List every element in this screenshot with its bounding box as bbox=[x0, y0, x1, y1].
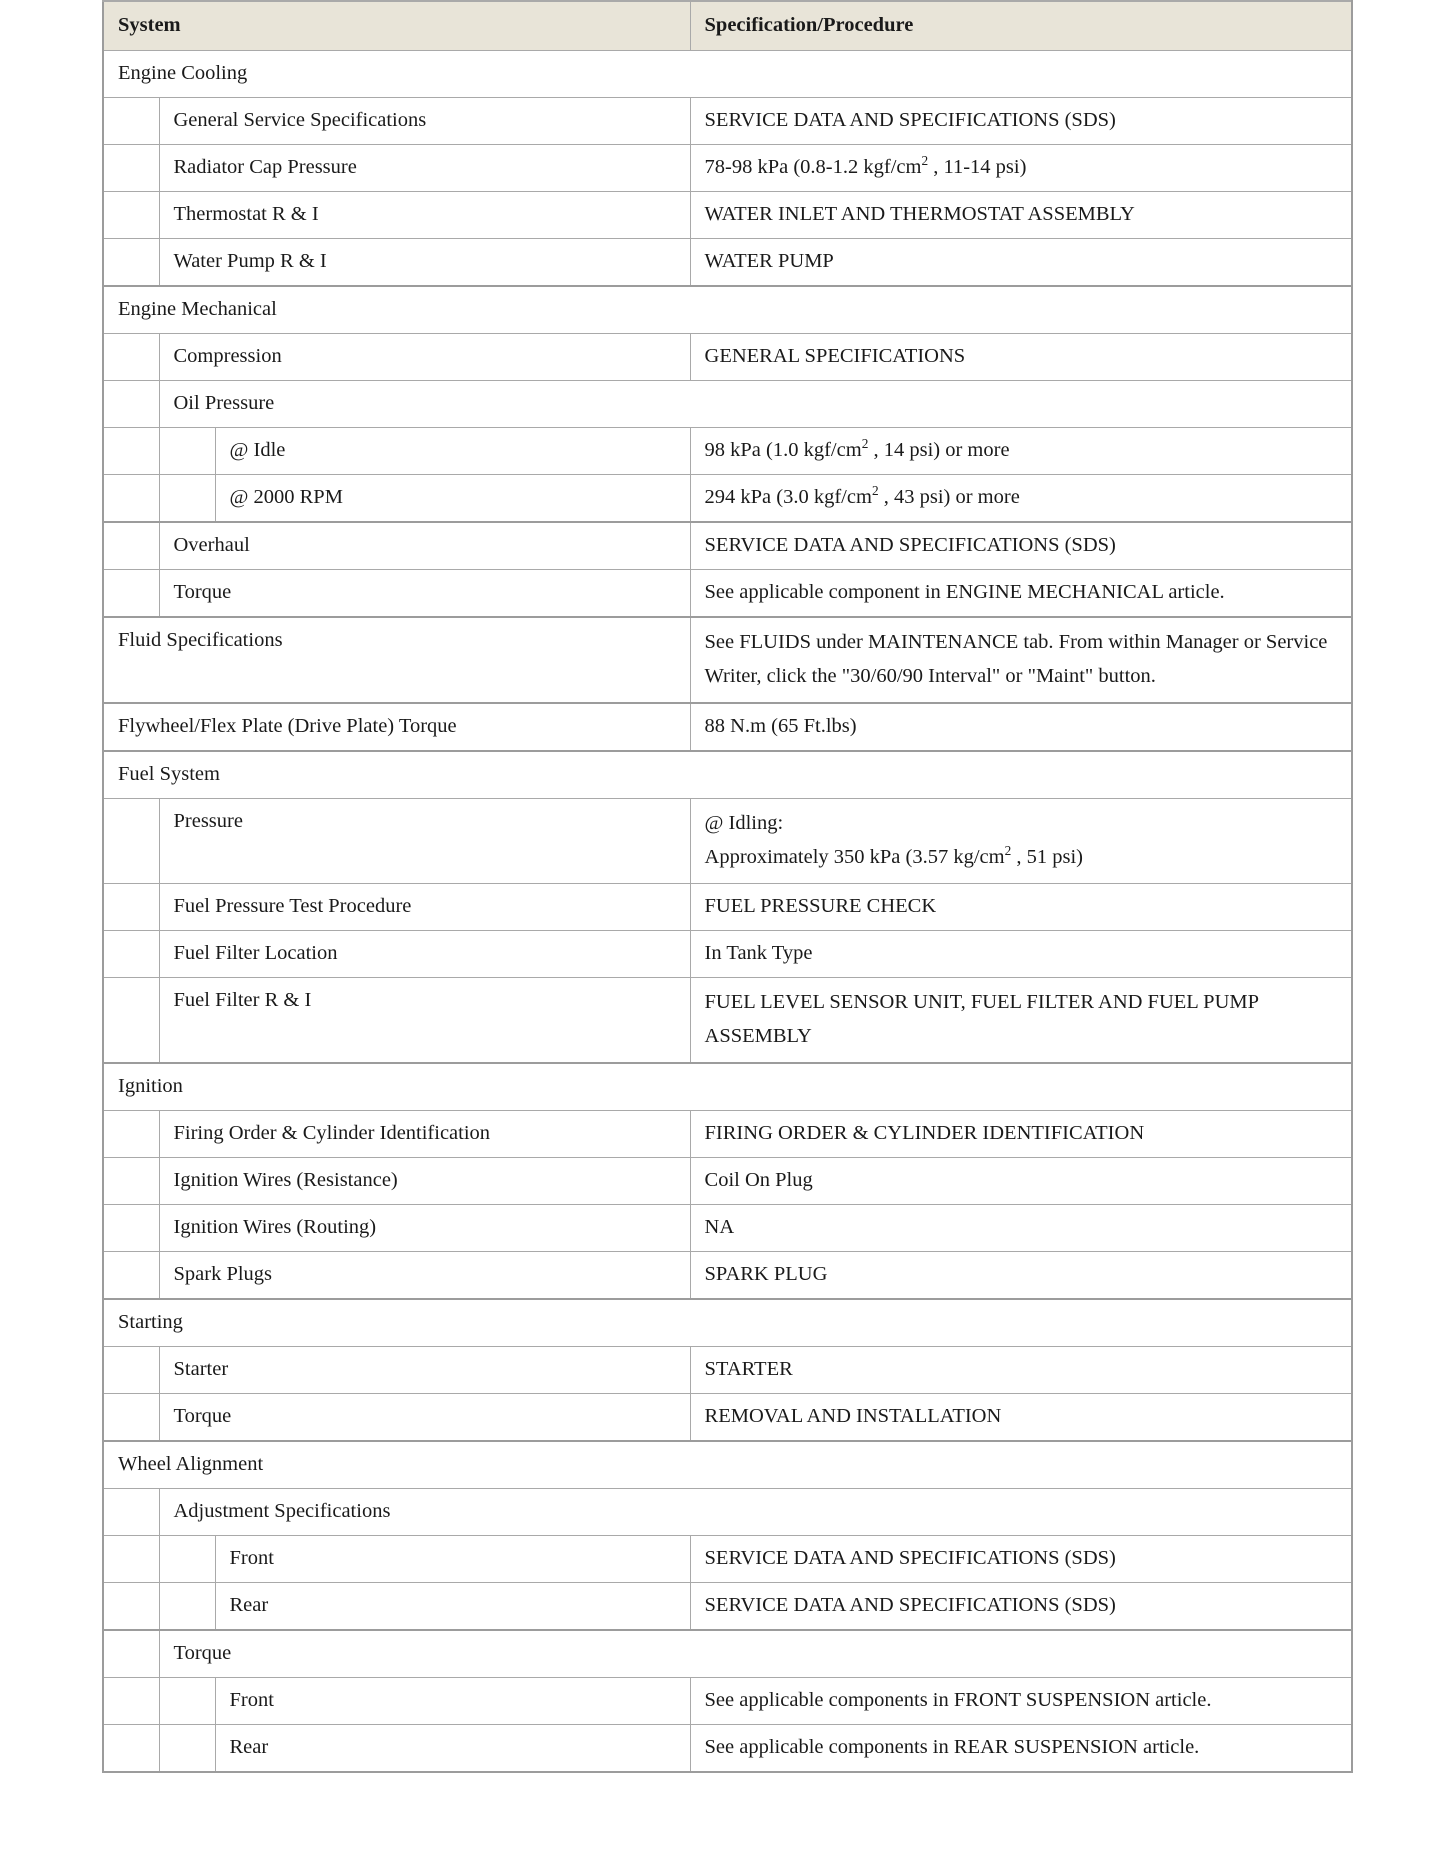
row-label: Overhaul bbox=[159, 522, 690, 570]
row-value bbox=[690, 334, 1352, 381]
row-value bbox=[690, 1347, 1352, 1394]
row-value bbox=[690, 570, 1352, 618]
table-row bbox=[103, 1630, 1352, 1678]
row-value bbox=[690, 703, 1352, 751]
table-row bbox=[103, 1205, 1352, 1252]
indent-cell bbox=[103, 334, 159, 381]
table-row bbox=[103, 51, 1352, 98]
superscript: 2 bbox=[921, 153, 929, 169]
value-text bbox=[705, 841, 1338, 875]
table-row bbox=[103, 1063, 1352, 1111]
indent-cell bbox=[103, 1630, 159, 1678]
table-row bbox=[103, 1725, 1352, 1773]
value-main: 98 kPa (1.0 kgf/cm bbox=[704, 439, 862, 462]
row-label: @ 2000 RPM bbox=[215, 475, 690, 523]
indent-cell bbox=[103, 1205, 159, 1252]
value-text bbox=[705, 481, 1338, 515]
table-row bbox=[103, 1536, 1352, 1583]
row-label: Oil Pressure bbox=[159, 381, 1352, 428]
row-value bbox=[690, 145, 1352, 192]
header-spec: Specification/Procedure bbox=[690, 1, 1352, 51]
row-label: Fuel Filter R & I bbox=[159, 978, 690, 1064]
row-label: Ignition Wires (Routing) bbox=[159, 1205, 690, 1252]
value-suffix: , 43 psi) or more bbox=[878, 486, 1020, 509]
spec-table bbox=[102, 0, 1353, 1773]
value-text bbox=[705, 1258, 1338, 1292]
indent-cell bbox=[103, 978, 159, 1064]
row-value bbox=[690, 1205, 1352, 1252]
value-text bbox=[705, 151, 1338, 185]
row-label: Torque bbox=[159, 570, 690, 618]
row-value bbox=[690, 192, 1352, 239]
value-main: 78-98 kPa (0.8-1.2 kgf/cm bbox=[704, 156, 922, 179]
value-text bbox=[705, 340, 1338, 374]
indent-cell bbox=[103, 1489, 159, 1536]
value-text bbox=[705, 434, 1338, 468]
row-value bbox=[690, 1252, 1352, 1300]
row-value bbox=[690, 1678, 1352, 1725]
table-row bbox=[103, 1394, 1352, 1442]
value-text bbox=[705, 986, 1338, 1054]
value-main: Coil On Plug bbox=[704, 1169, 813, 1192]
table-row bbox=[103, 334, 1352, 381]
table-row bbox=[103, 145, 1352, 192]
table-row bbox=[103, 1441, 1352, 1489]
row-label: Torque bbox=[159, 1630, 1352, 1678]
value-text bbox=[705, 1117, 1338, 1151]
row-label: @ Idle bbox=[215, 428, 690, 475]
row-label: Spark Plugs bbox=[159, 1252, 690, 1300]
row-value bbox=[690, 1583, 1352, 1631]
value-text bbox=[705, 104, 1338, 138]
indent-cell bbox=[103, 1536, 159, 1583]
value-text bbox=[705, 1731, 1338, 1765]
table-row bbox=[103, 1252, 1352, 1300]
indent-cell bbox=[103, 192, 159, 239]
indent-cell bbox=[103, 570, 159, 618]
value-main: FUEL LEVEL SENSOR UNIT, FUEL FILTER AND FUEL PUMP ASSEMBLY bbox=[704, 991, 1259, 1047]
indent-cell bbox=[103, 475, 159, 523]
value-main: SERVICE DATA AND SPECIFICATIONS (SDS) bbox=[704, 1594, 1116, 1617]
row-value bbox=[690, 239, 1352, 287]
row-value bbox=[690, 1158, 1352, 1205]
row-label: Fuel Pressure Test Procedure bbox=[159, 884, 690, 931]
table-row bbox=[103, 703, 1352, 751]
table-row bbox=[103, 931, 1352, 978]
value-main: Approximately 350 kPa (3.57 kg/cm bbox=[704, 846, 1005, 868]
row-label: Flywheel/Flex Plate (Drive Plate) Torque bbox=[103, 703, 690, 751]
indent-cell bbox=[103, 239, 159, 287]
row-label: Firing Order & Cylinder Identification bbox=[159, 1111, 690, 1158]
row-value bbox=[690, 98, 1352, 145]
row-value bbox=[690, 884, 1352, 931]
table-row bbox=[103, 1111, 1352, 1158]
row-label: Rear bbox=[215, 1583, 690, 1631]
value-line: @ Idling: bbox=[704, 812, 784, 835]
row-label: Fuel Filter Location bbox=[159, 931, 690, 978]
indent-cell bbox=[103, 931, 159, 978]
indent-cell bbox=[103, 799, 159, 884]
table-row bbox=[103, 98, 1352, 145]
value-text bbox=[705, 710, 1338, 744]
value-text bbox=[705, 1400, 1338, 1434]
value-main: 88 N.m (65 Ft.lbs) bbox=[704, 715, 857, 738]
value-main: 294 kPa (3.0 kgf/cm bbox=[704, 486, 872, 509]
value-main: See applicable components in REAR SUSPENSION article. bbox=[704, 1736, 1200, 1759]
value-main: NA bbox=[704, 1216, 735, 1239]
table-row bbox=[103, 1678, 1352, 1725]
indent-cell bbox=[159, 1678, 215, 1725]
row-label: Front bbox=[215, 1536, 690, 1583]
row-label: Pressure bbox=[159, 799, 690, 884]
indent-cell bbox=[159, 1583, 215, 1631]
table-row bbox=[103, 617, 1352, 703]
indent-cell bbox=[103, 1111, 159, 1158]
indent-cell bbox=[103, 1394, 159, 1442]
row-value bbox=[690, 1111, 1352, 1158]
row-label: Engine Cooling bbox=[103, 51, 1352, 98]
indent-cell bbox=[103, 1347, 159, 1394]
value-main: FUEL PRESSURE CHECK bbox=[704, 895, 937, 918]
superscript: 2 bbox=[861, 436, 869, 452]
value-text bbox=[705, 1684, 1338, 1718]
value-main: SERVICE DATA AND SPECIFICATIONS (SDS) bbox=[704, 1547, 1116, 1570]
indent-cell bbox=[103, 145, 159, 192]
table-row bbox=[103, 884, 1352, 931]
row-label: Ignition Wires (Resistance) bbox=[159, 1158, 690, 1205]
row-value bbox=[690, 428, 1352, 475]
row-label: Fluid Specifications bbox=[103, 617, 690, 703]
indent-cell bbox=[103, 1678, 159, 1725]
table-row bbox=[103, 1347, 1352, 1394]
value-main: FIRING ORDER & CYLINDER IDENTIFICATION bbox=[704, 1122, 1145, 1145]
table-row bbox=[103, 751, 1352, 799]
row-value bbox=[690, 475, 1352, 523]
value-main: In Tank Type bbox=[704, 942, 813, 965]
value-main: SPARK PLUG bbox=[704, 1263, 828, 1286]
table-row bbox=[103, 570, 1352, 618]
row-label: Compression bbox=[159, 334, 690, 381]
value-text bbox=[705, 937, 1338, 971]
spec-table-body bbox=[103, 51, 1352, 1773]
value-main: See FLUIDS under MAINTENANCE tab. From within Manager or Service Writer, click the "30/60/90 Interval" or "Maint" button. bbox=[704, 631, 1328, 687]
superscript: 2 bbox=[1004, 843, 1012, 859]
value-text bbox=[705, 1164, 1338, 1198]
indent-cell bbox=[159, 1536, 215, 1583]
row-label: Adjustment Specifications bbox=[159, 1489, 1352, 1536]
row-label: Torque bbox=[159, 1394, 690, 1442]
header-system: System bbox=[103, 1, 690, 51]
value-main: WATER PUMP bbox=[704, 250, 834, 273]
table-row bbox=[103, 522, 1352, 570]
indent-cell bbox=[103, 98, 159, 145]
row-label: Thermostat R & I bbox=[159, 192, 690, 239]
table-row bbox=[103, 381, 1352, 428]
value-main: REMOVAL AND INSTALLATION bbox=[704, 1405, 1002, 1428]
header-row bbox=[103, 1, 1352, 51]
row-label: Front bbox=[215, 1678, 690, 1725]
row-value bbox=[690, 617, 1352, 703]
value-main: GENERAL SPECIFICATIONS bbox=[704, 345, 966, 368]
value-main: WATER INLET AND THERMOSTAT ASSEMBLY bbox=[704, 203, 1135, 226]
row-value bbox=[690, 1536, 1352, 1583]
row-label: Starter bbox=[159, 1347, 690, 1394]
value-text bbox=[705, 529, 1338, 563]
indent-cell bbox=[103, 1583, 159, 1631]
value-text bbox=[705, 245, 1338, 279]
table-row bbox=[103, 1158, 1352, 1205]
value-text bbox=[705, 1211, 1338, 1245]
row-value bbox=[690, 978, 1352, 1064]
value-main: SERVICE DATA AND SPECIFICATIONS (SDS) bbox=[704, 109, 1116, 132]
value-text bbox=[705, 1589, 1338, 1623]
value-text bbox=[705, 1542, 1338, 1576]
value-text bbox=[705, 576, 1338, 610]
indent-cell bbox=[103, 522, 159, 570]
row-label: Rear bbox=[215, 1725, 690, 1773]
value-text bbox=[705, 890, 1338, 924]
indent-cell bbox=[103, 1725, 159, 1773]
table-row bbox=[103, 1299, 1352, 1347]
row-label: Radiator Cap Pressure bbox=[159, 145, 690, 192]
row-value bbox=[690, 931, 1352, 978]
row-label: Water Pump R & I bbox=[159, 239, 690, 287]
value-main: See applicable components in FRONT SUSPENSION article. bbox=[704, 1689, 1212, 1712]
row-value bbox=[690, 1394, 1352, 1442]
indent-cell bbox=[103, 381, 159, 428]
value-suffix: , 51 psi) bbox=[1011, 846, 1083, 868]
table-row bbox=[103, 475, 1352, 523]
row-value bbox=[690, 799, 1352, 884]
table-row bbox=[103, 1583, 1352, 1631]
row-label: Engine Mechanical bbox=[103, 286, 1352, 334]
value-text bbox=[705, 1353, 1338, 1387]
row-label: Starting bbox=[103, 1299, 1352, 1347]
indent-cell bbox=[103, 1252, 159, 1300]
row-label: Fuel System bbox=[103, 751, 1352, 799]
value-suffix: , 11-14 psi) bbox=[928, 156, 1027, 179]
table-row bbox=[103, 799, 1352, 884]
indent-cell bbox=[159, 428, 215, 475]
row-value bbox=[690, 522, 1352, 570]
superscript: 2 bbox=[871, 483, 879, 499]
row-value bbox=[690, 1725, 1352, 1773]
indent-cell bbox=[159, 1725, 215, 1773]
value-main: STARTER bbox=[704, 1358, 793, 1381]
value-main: SERVICE DATA AND SPECIFICATIONS (SDS) bbox=[704, 534, 1116, 557]
row-label: General Service Specifications bbox=[159, 98, 690, 145]
indent-cell bbox=[159, 475, 215, 523]
row-label: Ignition bbox=[103, 1063, 1352, 1111]
indent-cell bbox=[103, 1158, 159, 1205]
table-row bbox=[103, 286, 1352, 334]
value-suffix: , 14 psi) or more bbox=[868, 439, 1010, 462]
table-row bbox=[103, 978, 1352, 1064]
row-label: Wheel Alignment bbox=[103, 1441, 1352, 1489]
indent-cell bbox=[103, 884, 159, 931]
table-row bbox=[103, 239, 1352, 287]
value-text bbox=[705, 626, 1338, 694]
value-main: See applicable component in ENGINE MECHANICAL article. bbox=[704, 581, 1225, 604]
indent-cell bbox=[103, 428, 159, 475]
table-row bbox=[103, 192, 1352, 239]
table-row bbox=[103, 428, 1352, 475]
value-text bbox=[705, 198, 1338, 232]
table-row bbox=[103, 1489, 1352, 1536]
